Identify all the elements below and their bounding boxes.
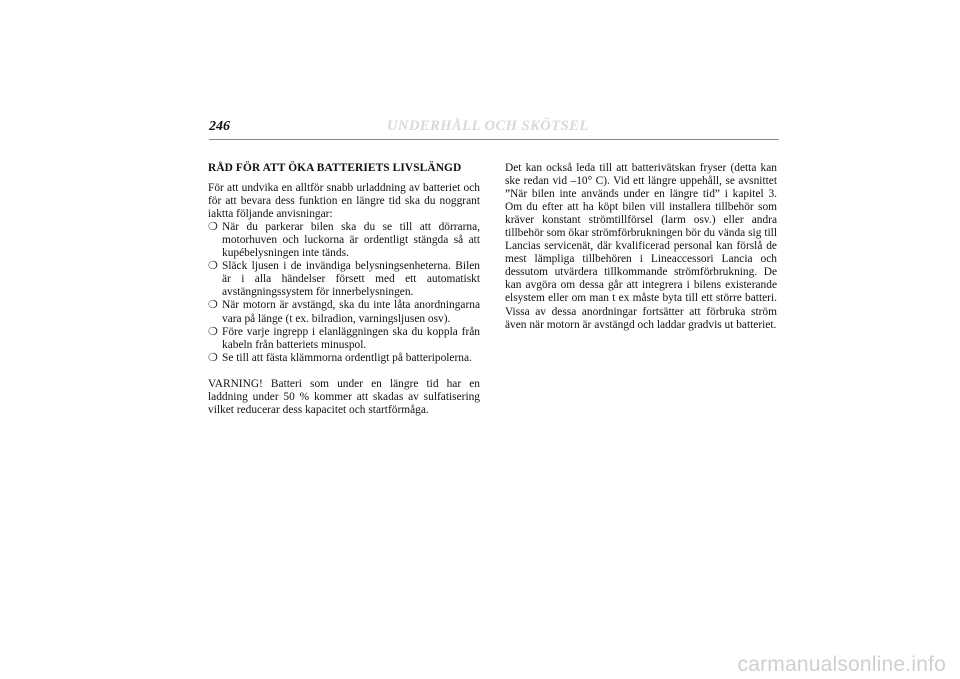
list-item-text: När motorn är avstängd, ska du inte låta anordningarna vara på länge (t ex. bilradion, varningsljusen osv). xyxy=(222,299,480,325)
circle-bullet-icon: ❍ xyxy=(208,351,218,364)
list-item xyxy=(208,326,480,352)
list-item xyxy=(208,299,480,325)
circle-bullet-icon: ❍ xyxy=(208,299,218,312)
instruction-list xyxy=(208,221,480,365)
circle-bullet-icon: ❍ xyxy=(208,221,218,234)
right-column xyxy=(505,162,777,332)
circle-bullet-icon: ❍ xyxy=(208,325,218,338)
list-item xyxy=(208,352,480,365)
running-title: UNDERHÅLL OCH SKÖTSEL xyxy=(387,118,589,134)
list-item-text: När du parkerar bilen ska du se till att dörrarna, motorhuven och luckorna är ordentligt stängda så att kupébelysningen inte tänds. xyxy=(222,221,480,260)
list-item-text: Se till att fästa klämmorna ordentligt på batteripolerna. xyxy=(222,351,472,364)
list-item xyxy=(208,221,480,260)
page-header xyxy=(209,117,779,140)
circle-bullet-icon: ❍ xyxy=(208,260,218,273)
list-item xyxy=(208,260,480,299)
list-item-text: Före varje ingrepp i elanläggningen ska du koppla från kabeln från batteriets minuspol. xyxy=(222,325,480,351)
body-paragraph: Det kan också leda till att batterivätskan fryser (detta kan ske redan vid –10° C). Vid ett längre uppehåll, se avsnittet ”När bilen inte används under en längre tid” i kapitel 3. Om du efter att ha köpt bilen vill installera tillbehör som kräver konstant strömtillförsel (larm osv.) eller andra tillbehör som ökar strömförbrukningen bör du vända sig till Lancias servicenät, där kvalificerad personal kan förslå de mest lämpliga tillbehören i Lineaccessori Lancia och dessutom utvärdera tillkommande strömförbrukning. De kan avgöra om dessa går att integrera i bilens existerande elsystem eller om man t ex måste byta till ett större batteri. Vissa av dessa anordningar fortsätter att förbruka ström även när motorn är avstängd och laddar gradvis ut batteriet. xyxy=(505,162,777,331)
site-watermark: carmanualsonline.info xyxy=(737,653,946,676)
warning-paragraph: VARNING! Batteri som under en längre tid har en laddning under 50 % kommer att skadas av sulfatisering vilket reducerar dess kapacitet och startförmåga. xyxy=(208,377,480,416)
intro-paragraph: För att undvika en alltför snabb urladdning av batteriet och för att bevara dess funktion en längre tid ska du noggrant iaktta följande anvisningar: xyxy=(208,182,480,221)
page-number: 246 xyxy=(209,119,230,134)
left-column xyxy=(208,162,480,417)
list-item-text: Släck ljusen i de invändiga belysningsenheterna. Bilen är i alla händelser försett med ett automatiskt avstängningssystem för innerbelysningen. xyxy=(222,260,480,299)
section-heading: RÅD FÖR ATT ÖKA BATTERIETS LIVSLÄNGD xyxy=(208,162,462,174)
